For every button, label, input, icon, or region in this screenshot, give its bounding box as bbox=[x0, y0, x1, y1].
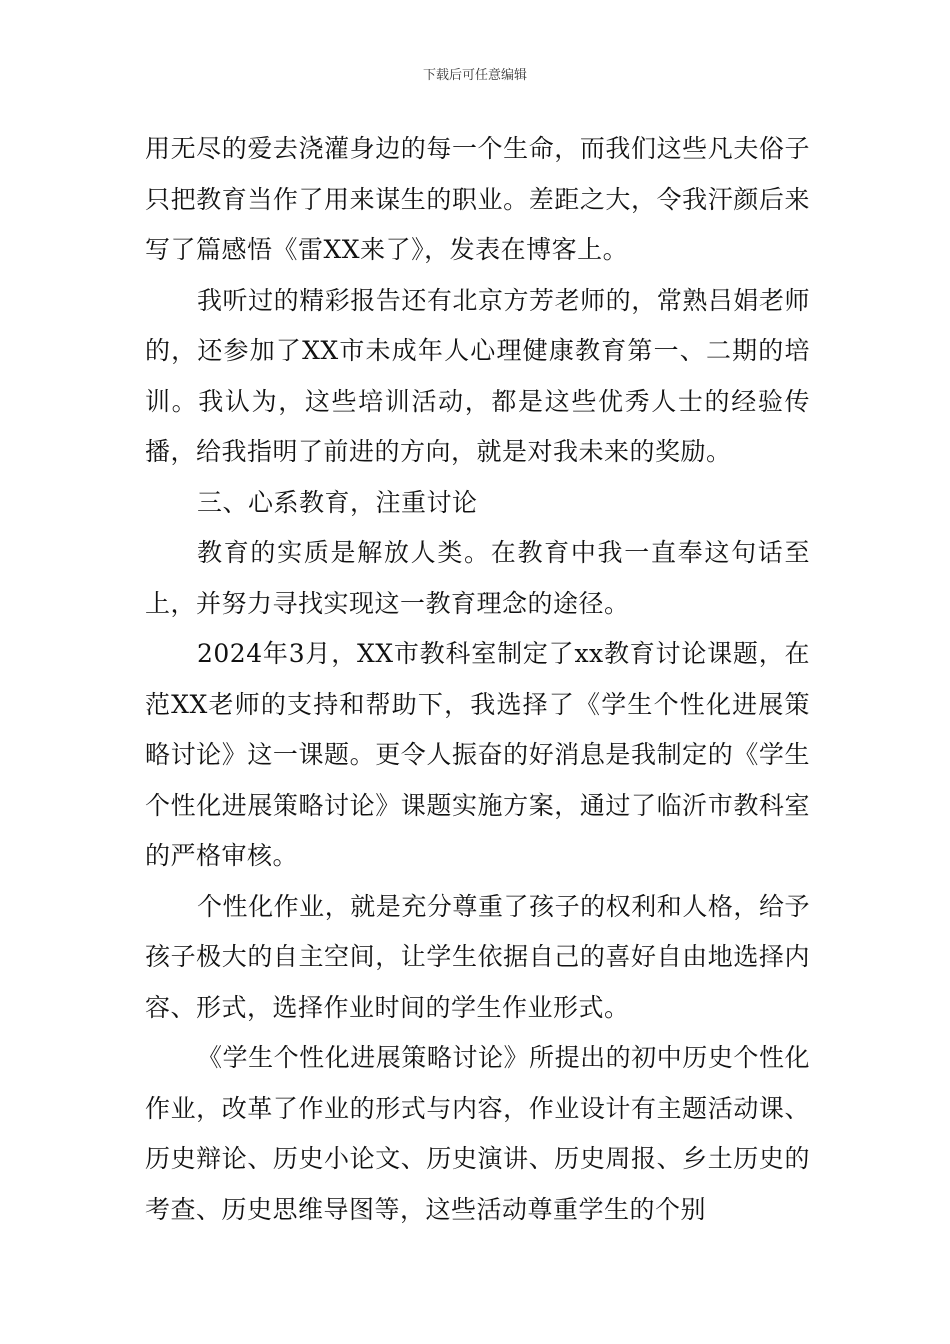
page-header: 下载后可任意编辑 bbox=[422, 68, 527, 83]
paragraph-4: 2024年3月，XX市教科室制定了xx教育讨论课题，在范XX老师的支持和帮助下，我选择了《学生个性化进展策略讨论》这一课题。更令人振奋的好消息是我制定的《学生个性化进展策略讨论》课题实施方案，通过了临沂市教科室的严格审核。 bbox=[145, 639, 810, 870]
paragraph-6: 《学生个性化进展策略讨论》所提出的初中历史个性化作业，改革了作业的形式与内容，作业设计有主题活动课、历史辩论、历史小论文、历史演讲、历史周报、乡土历史的考查、历史思维导图等，这些活动尊重学生的个别 bbox=[145, 1043, 810, 1224]
paragraph-5: 个性化作业，就是充分尊重了孩子的权利和人格，给予孩子极大的自主空间，让学生依据自己的喜好自由地选择内容、形式，选择作业时间的学生作业形式。 bbox=[145, 891, 810, 1022]
paragraph-1: 用无尽的爱去浇灌身边的每一个生命，而我们这些凡夫俗子只把教育当作了用来谋生的职业。差距之大，令我汗颜后来写了篇感悟《雷XX来了》，发表在博客上。 bbox=[145, 134, 810, 264]
paragraph-3: 教育的实质是解放人类。在教育中我一直奉这句话至上，并努力寻找实现这一教育理念的途径。 bbox=[145, 538, 810, 618]
paragraph-2: 我听过的精彩报告还有北京方芳老师的，常熟吕娟老师的，还参加了XX市未成年人心理健康教育第一、二期的培训。我认为，这些培训活动，都是这些优秀人士的经验传播，给我指明了前进的方向，就是对我未来的奖励。 bbox=[145, 285, 810, 466]
document-body bbox=[145, 124, 810, 1235]
section-heading: 三、心系教育，注重讨论 bbox=[197, 487, 478, 517]
